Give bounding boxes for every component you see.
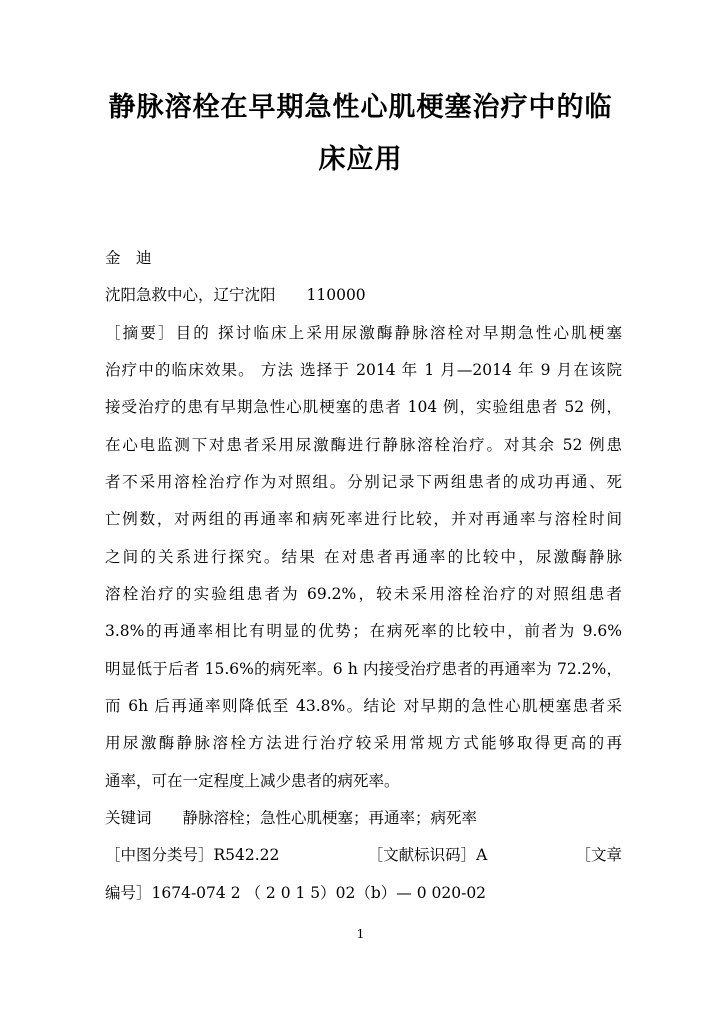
abstract-line: 明显低于后者 15.6%的病死率。6 h 内接受治疗患者的再通率为 72.2%， [105,659,622,678]
abstract-last-line: 通率，可在一定程度上减少患者的病死率。 [105,771,400,790]
abstract-line: 溶栓治疗的实验组患者为 69.2%，较未采用溶栓治疗的对照组患者 [105,584,622,603]
paper-title [102,82,619,186]
author-affiliation: 沈阳急救中心，辽宁沈阳 110000 [105,286,366,305]
chinese-library-class-number: ［中图分类号］R542.22 [105,846,280,865]
abstract-line: ［摘要］目的 探讨临床上采用尿激酶静脉溶栓对早期急性心肌梗塞 [105,323,622,342]
author-name: 金 迪 [105,249,152,267]
abstract-line: 3.8%的再通率相比有明显的优势；在病死率的比较中，前者为 9.6% [105,622,622,641]
abstract-line: 而 6h 后再通率则降低至 43.8%。结论 对早期的急性心肌梗塞患者采 [105,696,622,715]
classification-line [105,837,622,874]
article-number-prefix: ［文章 [575,846,622,865]
abstract-line: 治疗中的临床效果。 方法 选择于 2014 年 1 月—2014 年 9 月在该院 [105,360,622,379]
abstract-line: 之间的关系进行探究。结果 在对患者再通率的比较中，尿激酶静脉 [105,547,622,566]
keywords-line: 关键词 静脉溶栓；急性心肌梗塞；再通率；病死率 [105,808,478,827]
abstract-line: 用尿激酶静脉溶栓方法进行治疗较采用常规方式能够取得更高的再 [105,734,622,753]
document-body [105,240,622,912]
abstract-line: 亡例数，对两组的再通率和病死率进行比较，并对再通率与溶栓时间 [105,510,622,529]
abstract-line: 在心电监测下对患者采用尿激酶进行静脉溶栓治疗。对其余 52 例患 [105,435,622,454]
page-number: 1 [356,926,365,941]
paper-title-line-2: 床应用 [318,144,403,175]
paper-title-line-1: 静脉溶栓在早期急性心肌梗塞治疗中的临 [108,92,613,123]
abstract-line: 者不采用溶栓治疗作为对照组。分别记录下两组患者的成功再通、死 [105,472,622,491]
article-number-line: 编号］1674-074 2 （ 2 0 1 5）02（b）— 0 020-02 [105,883,487,902]
abstract-line: 接受治疗的患有早期急性心肌梗塞的患者 104 例，实验组患者 52 例， [105,398,622,417]
document-identification-code: ［文献标识码］A [367,846,488,865]
